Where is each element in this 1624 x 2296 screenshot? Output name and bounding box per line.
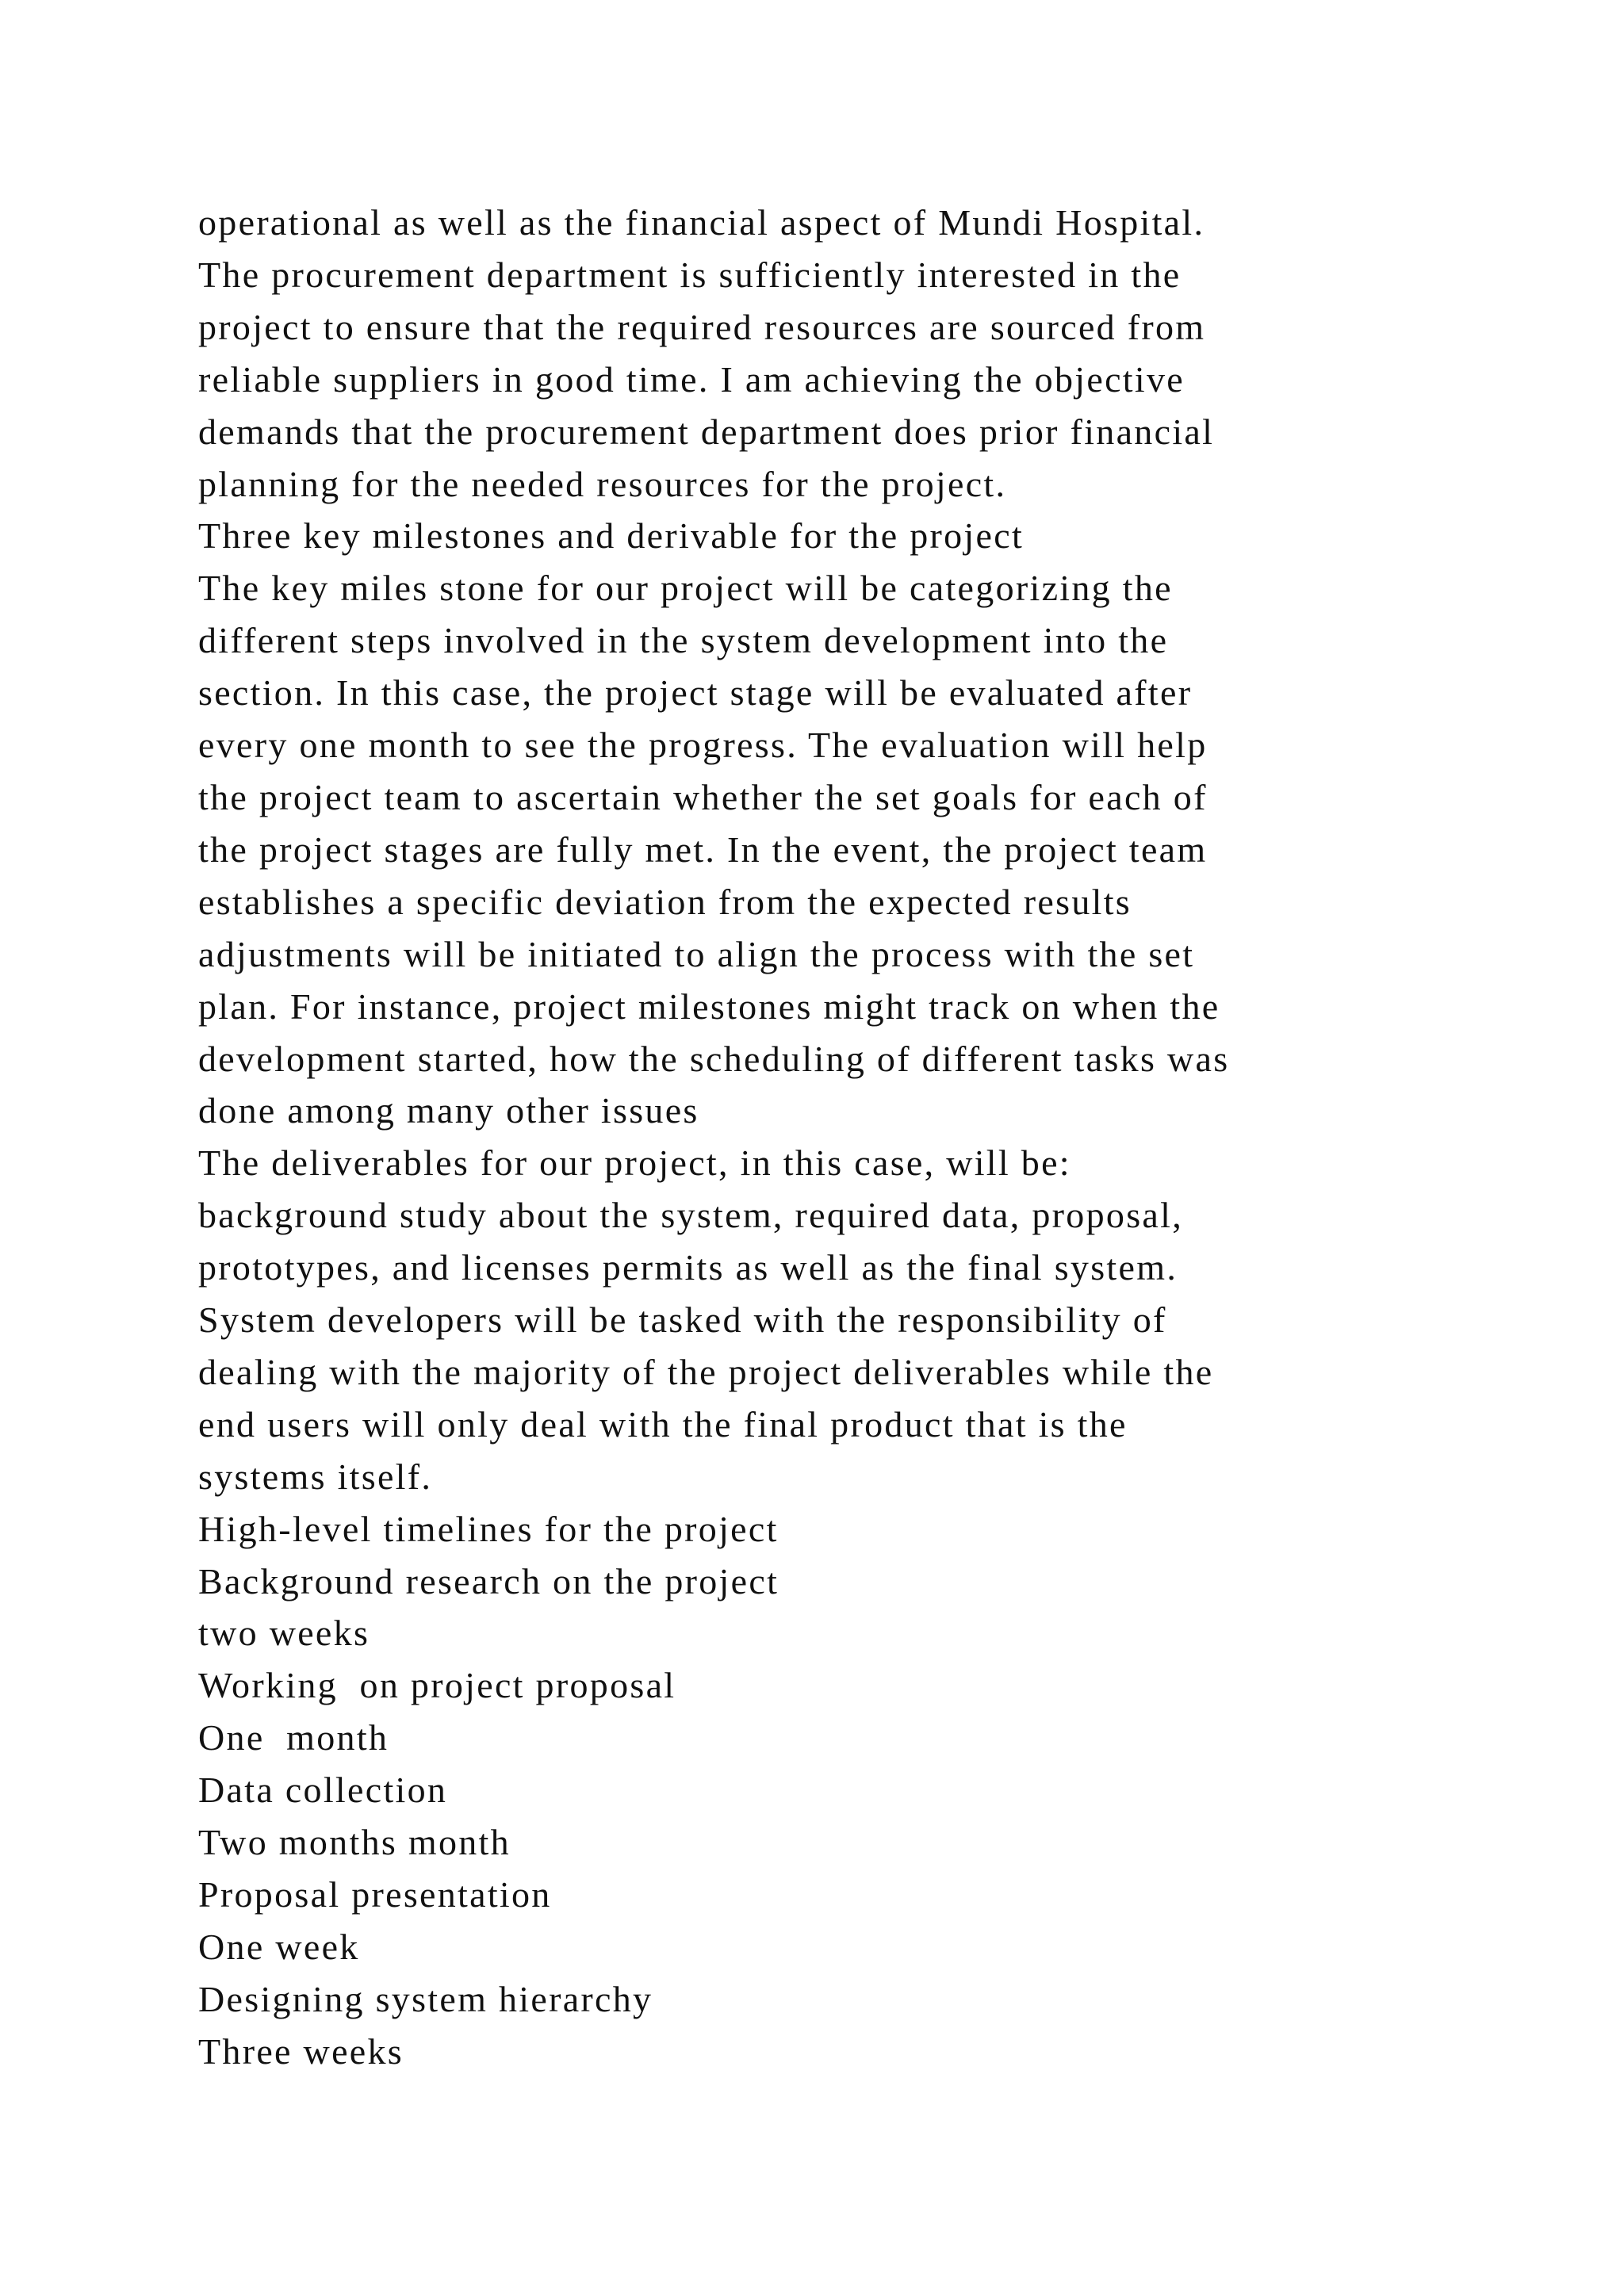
text-line: background study about the system, required data, proposal, bbox=[198, 1195, 1183, 1236]
text-line: The procurement department is sufficiently interested in the bbox=[198, 254, 1182, 295]
text-line: the project stages are fully met. In the event, the project team bbox=[198, 828, 1208, 870]
text-line: systems itself. bbox=[198, 1456, 433, 1497]
text-line: One week bbox=[198, 1926, 360, 1967]
document-body bbox=[198, 197, 1515, 2078]
text-line: Data collection bbox=[198, 1770, 448, 1811]
text-line: section. In this case, the project stage will be evaluated after bbox=[198, 672, 1193, 714]
text-line: Two months month bbox=[198, 1822, 511, 1863]
text-line: operational as well as the financial aspect of Mundi Hospital. bbox=[198, 202, 1205, 243]
text-line: adjustments will be initiated to align the process with the set bbox=[198, 933, 1195, 974]
text-line: Working on project proposal bbox=[198, 1665, 676, 1706]
text-line: High-level timelines for the project bbox=[198, 1508, 779, 1549]
text-line: Three weeks bbox=[198, 2030, 404, 2072]
text-line: The deliverables for our project, in this case, will be: bbox=[198, 1142, 1071, 1184]
text-line: demands that the procurement department does prior financial bbox=[198, 411, 1215, 452]
text-line: planning for the needed resources for the project. bbox=[198, 463, 1007, 504]
text-line: The key miles stone for our project will be categorizing the bbox=[198, 568, 1173, 609]
text-line: project to ensure that the required resources are sourced from bbox=[198, 306, 1206, 347]
text-line: prototypes, and licenses permits as well as the final system. bbox=[198, 1247, 1178, 1288]
text-line: System developers will be tasked with the responsibility of bbox=[198, 1299, 1167, 1341]
text-line: Proposal presentation bbox=[198, 1874, 552, 1915]
text-line: end users will only deal with the final product that is the bbox=[198, 1403, 1128, 1445]
text-line: One month bbox=[198, 1717, 389, 1758]
text-line: the project team to ascertain whether the set goals for each of bbox=[198, 776, 1208, 817]
text-line: Background research on the project bbox=[198, 1560, 779, 1601]
text-line: two weeks bbox=[198, 1613, 370, 1654]
text-line: plan. For instance, project milestones might track on when the bbox=[198, 985, 1220, 1027]
text-line: dealing with the majority of the project deliverables while the bbox=[198, 1351, 1214, 1392]
text-line: establishes a specific deviation from the expected results bbox=[198, 881, 1132, 922]
text-line: Designing system hierarchy bbox=[198, 1978, 653, 2019]
text-line: Three key milestones and derivable for the project bbox=[198, 515, 1025, 557]
text-line: every one month to see the progress. The evaluation will help bbox=[198, 725, 1208, 766]
text-line: different steps involved in the system development into the bbox=[198, 620, 1169, 661]
text-line: reliable suppliers in good time. I am achieving the objective bbox=[198, 358, 1185, 400]
text-line: done among many other issues bbox=[198, 1090, 699, 1131]
text-line: development started, how the scheduling of different tasks was bbox=[198, 1038, 1230, 1079]
